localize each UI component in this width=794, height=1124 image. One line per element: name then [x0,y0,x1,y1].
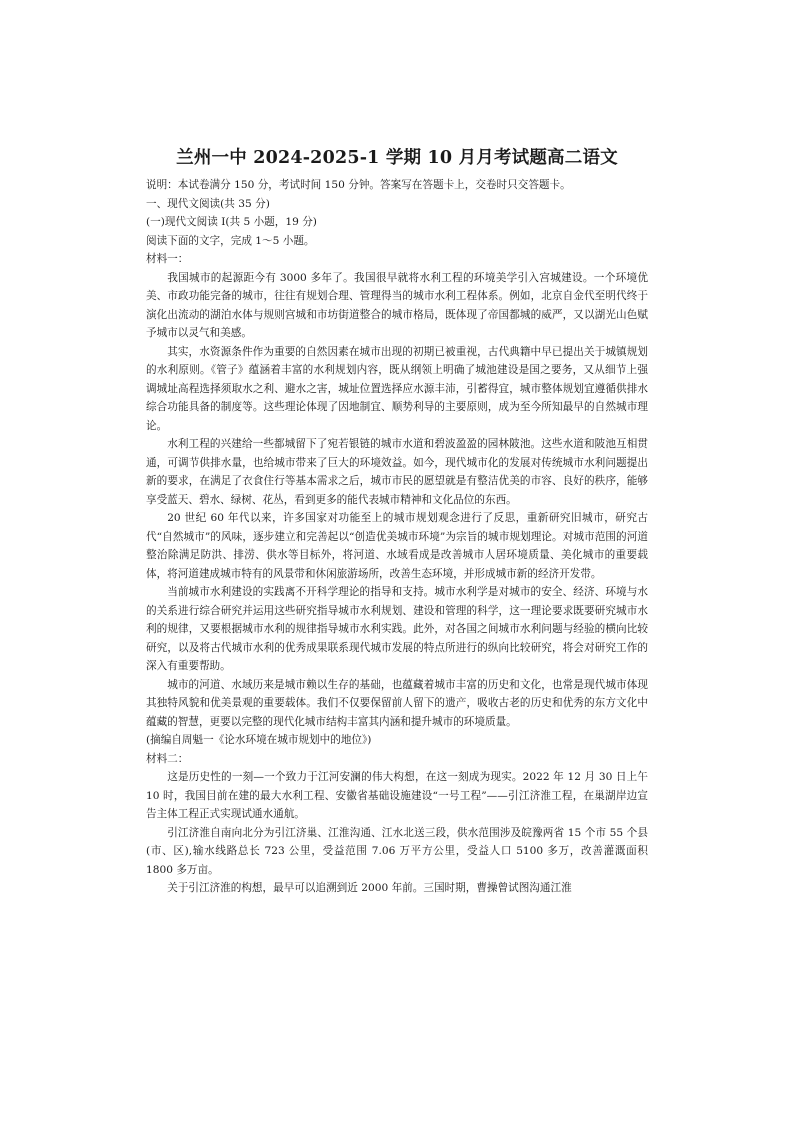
exam-instructions: 说明：本试卷满分 150 分，考试时间 150 分钟。答案写在答题卡上，交卷时只交答题卡。 [146,179,571,191]
material1-paragraph: 城市的河道、水域历来是城市赖以生存的基础，也蕴藏着城市丰富的历史和文化，也常是现代城市体现其独特风貌和优美景观的重要载体。我们不仅要保留前人留下的遗产，吸收古老的历史和优秀的东方文化中蕴藏的智慧，更要以完整的现代化城市结构丰富其内涵和提升城市的环境质量。 [146,678,648,728]
material2-label: 材料二： [146,752,189,765]
material1-paragraph: 20 世纪 60 年代以来，许多国家对功能至上的城市规划观念进行了反思，重新研究旧城市，研究古代“自然城市”的风味，逐步建立和完善起以“创造优美城市环境”为宗旨的城市规划理论。对城市范围的河道整治除满足防洪、排涝、供水等目标外，将河道、水域看成是改善城市人居环境质量、美化城市的重要载体，将河道建成城市特有的风景带和休闲旅游场所，改善生态环境，并形成城市新的经济开发带。 [146,512,648,580]
page-title: 兰州一中 2024-2025-1 学期 10 月月考试题高二语文 [176,148,618,168]
material2-paragraph: 关于引江济淮的构想，最早可以追溯到近 2000 年前。三国时期，曹操曾试图沟通江淮 [167,882,572,894]
section-heading: 一、现代文阅读(共 35 分) [146,197,270,210]
material1-paragraph: 当前城市水利建设的实践离不开科学理论的指导和支持。城市水利学是对城市的安全、经济、环境与水的关系进行综合研究并运用这些研究指导城市水利规划、建设和管理的科学，这一理论要求既要研究城市水利的规律，又要根据城市水利的规律指导城市水利实践。此外，对各国之间城市水利问题与经验的横向比较研究，以及将古代城市水利的优秀成果联系现代城市发展的特点所进行的纵向比较研究，将会对研究工作的深入有重要帮助。 [146,586,648,672]
subsection-heading: (一)现代文阅读 I(共 5 小题，19 分) [146,216,317,228]
material1-source: (摘编自周魁一《论水环境在城市规划中的地位》) [146,734,372,746]
material2-paragraph: 这是历史性的一刻—一个致力于江河安澜的伟大构想，在这一刻成为现实。2022 年 12 月 30 日上午 10 时，我国目前在建的最大水利工程、安徽省基础设施建设“一号工程”——引江济淮工程，在巢湖岸边宣告主体工程正式实现试通水通航。 [146,771,648,820]
material1-paragraph: 水利工程的兴建给一些都城留下了宛若银链的城市水道和碧波盈盈的园林陂池。这些水道和陂池互相贯通，可调节供排水量，也给城市带来了巨大的环境效益。如今，现代城市化的发展对传统城市水利问题提出新的要求，在满足了衣食住行等基本需求之后，城市市民的愿望就是有整洁优美的市容、良好的秩序，能够享受蓝天、碧水、绿树、花丛，看到更多的能代表城市精神和文化品位的东西。 [146,438,648,506]
reading-prompt: 阅读下面的文字，完成 1～5 小题。 [146,234,315,247]
exam-page [146,146,648,898]
material2-paragraph: 引江济淮自南向北分为引江济巢、江淮沟通、江水北送三段，供水范围涉及皖豫两省 15 个市 55 个县(市、区),输水线路总长 723 公里，受益范围 7.06 万平方公里，受益人口 5100 多万，改善灌溉面积 1800 多万亩。 [146,826,648,876]
material1-paragraph: 其实，水资源条件作为重要的自然因素在城市出现的初期已被重视，古代典籍中早已提出关于城镇规划的水利原则。《管子》蕴涵着丰富的水利规划内容，既从纲领上明确了城池建设是国之要务，又从细节上强调城址高程选择须取水之利、避水之害，城址位置选择应水源丰沛，引蓄得宜，城市整体规划宜遵循供排水综合功能具备的制度等。这些理论体现了因地制宜、顺势利导的主要原则，成为至今所知最早的自然城市理论。 [146,345,648,432]
material1-paragraph: 我国城市的起源距今有 3000 多年了。我国很早就将水利工程的环境美学引入宫城建设。一个环境优美、市政功能完备的城市，往往有规划合理、管理得当的城市水利工程体系。例如，北京自金代至明代终于演化出流动的湖泊水体与规则宫城和市坊街道整合的城市格局，既体现了帝国都城的威严，又以湖光山色赋予城市以灵气和美感。 [146,271,648,339]
material1-label: 材料一： [146,253,189,265]
